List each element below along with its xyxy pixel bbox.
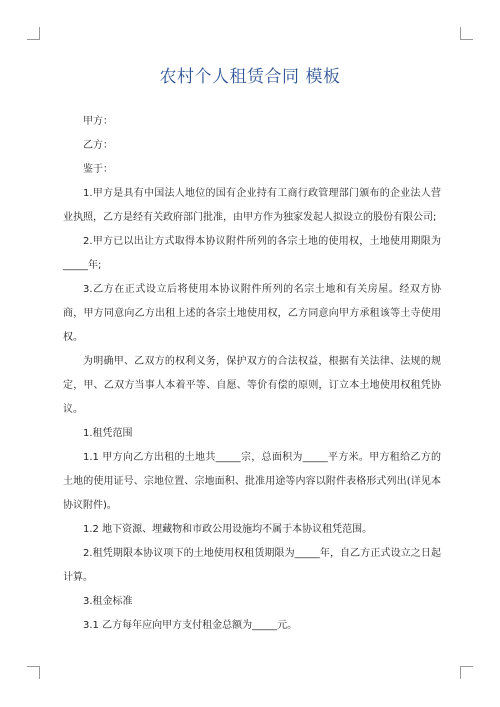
section-1-heading: 1.租凭范围	[83, 428, 133, 439]
document-title: 农村个人租赁合同 模板	[159, 67, 341, 87]
crop-mark-bottom-left	[27, 666, 40, 679]
clause-1-1: 1.1 甲方向乙方出租的土地共_____宗，总面积为_____平方米。甲方租给乙方的土地的使用证号、宗地位置、宗地面积、批准用途等内容以附件表格形式列出(详见本协议附件)。	[63, 452, 441, 511]
party-a-line: 甲方：	[83, 116, 113, 127]
recital-2: 2.甲方已以出让方式取得本协议附件所列的各宗土地的使用权，土地使用期限为_____年;	[63, 236, 441, 271]
crop-mark-top-right	[460, 27, 473, 40]
clause-3-1: 3.1 乙方每年应向甲方支付租金总额为_____元。	[83, 620, 298, 631]
crop-mark-bottom-right	[460, 666, 473, 679]
whereas-heading: 鉴于：	[83, 164, 113, 175]
document-body	[63, 110, 441, 638]
section-2-paragraph: 2.租凭期限本协议项下的土地使用权租赁期限为_____年，自乙方正式设立之日起计算。	[63, 548, 441, 583]
purpose-paragraph: 为明确甲、乙双方的权利义务，保护双方的合法权益，根据有关法律、法规的规定，甲、乙双方当事人本着平等、自愿、等价有偿的原则，订立本土地使用权租凭协议。	[63, 356, 441, 415]
section-3-heading: 3.租金标准	[83, 596, 133, 607]
recital-1: 1.甲方是具有中国法人地位的国有企业持有工商行政管理部门颁布的企业法人营业执照，乙方是经有关政府部门批准，由甲方作为独家发起人拟设立的股份有限公司;	[63, 188, 441, 223]
recital-3: 3.乙方在正式设立后将使用本协议附件所列的名宗土地和有关房屋。经双方协商，甲方同意向乙方出租上述的各宗土地使用权，乙方同意向甲方承租该等土寺使用权。	[63, 284, 441, 343]
clause-1-2: 1.2 地下资源、埋藏物和市政公用设施均不属于本协议租凭范围。	[83, 524, 373, 535]
crop-mark-top-left	[27, 27, 40, 40]
party-b-line: 乙方：	[83, 140, 113, 151]
